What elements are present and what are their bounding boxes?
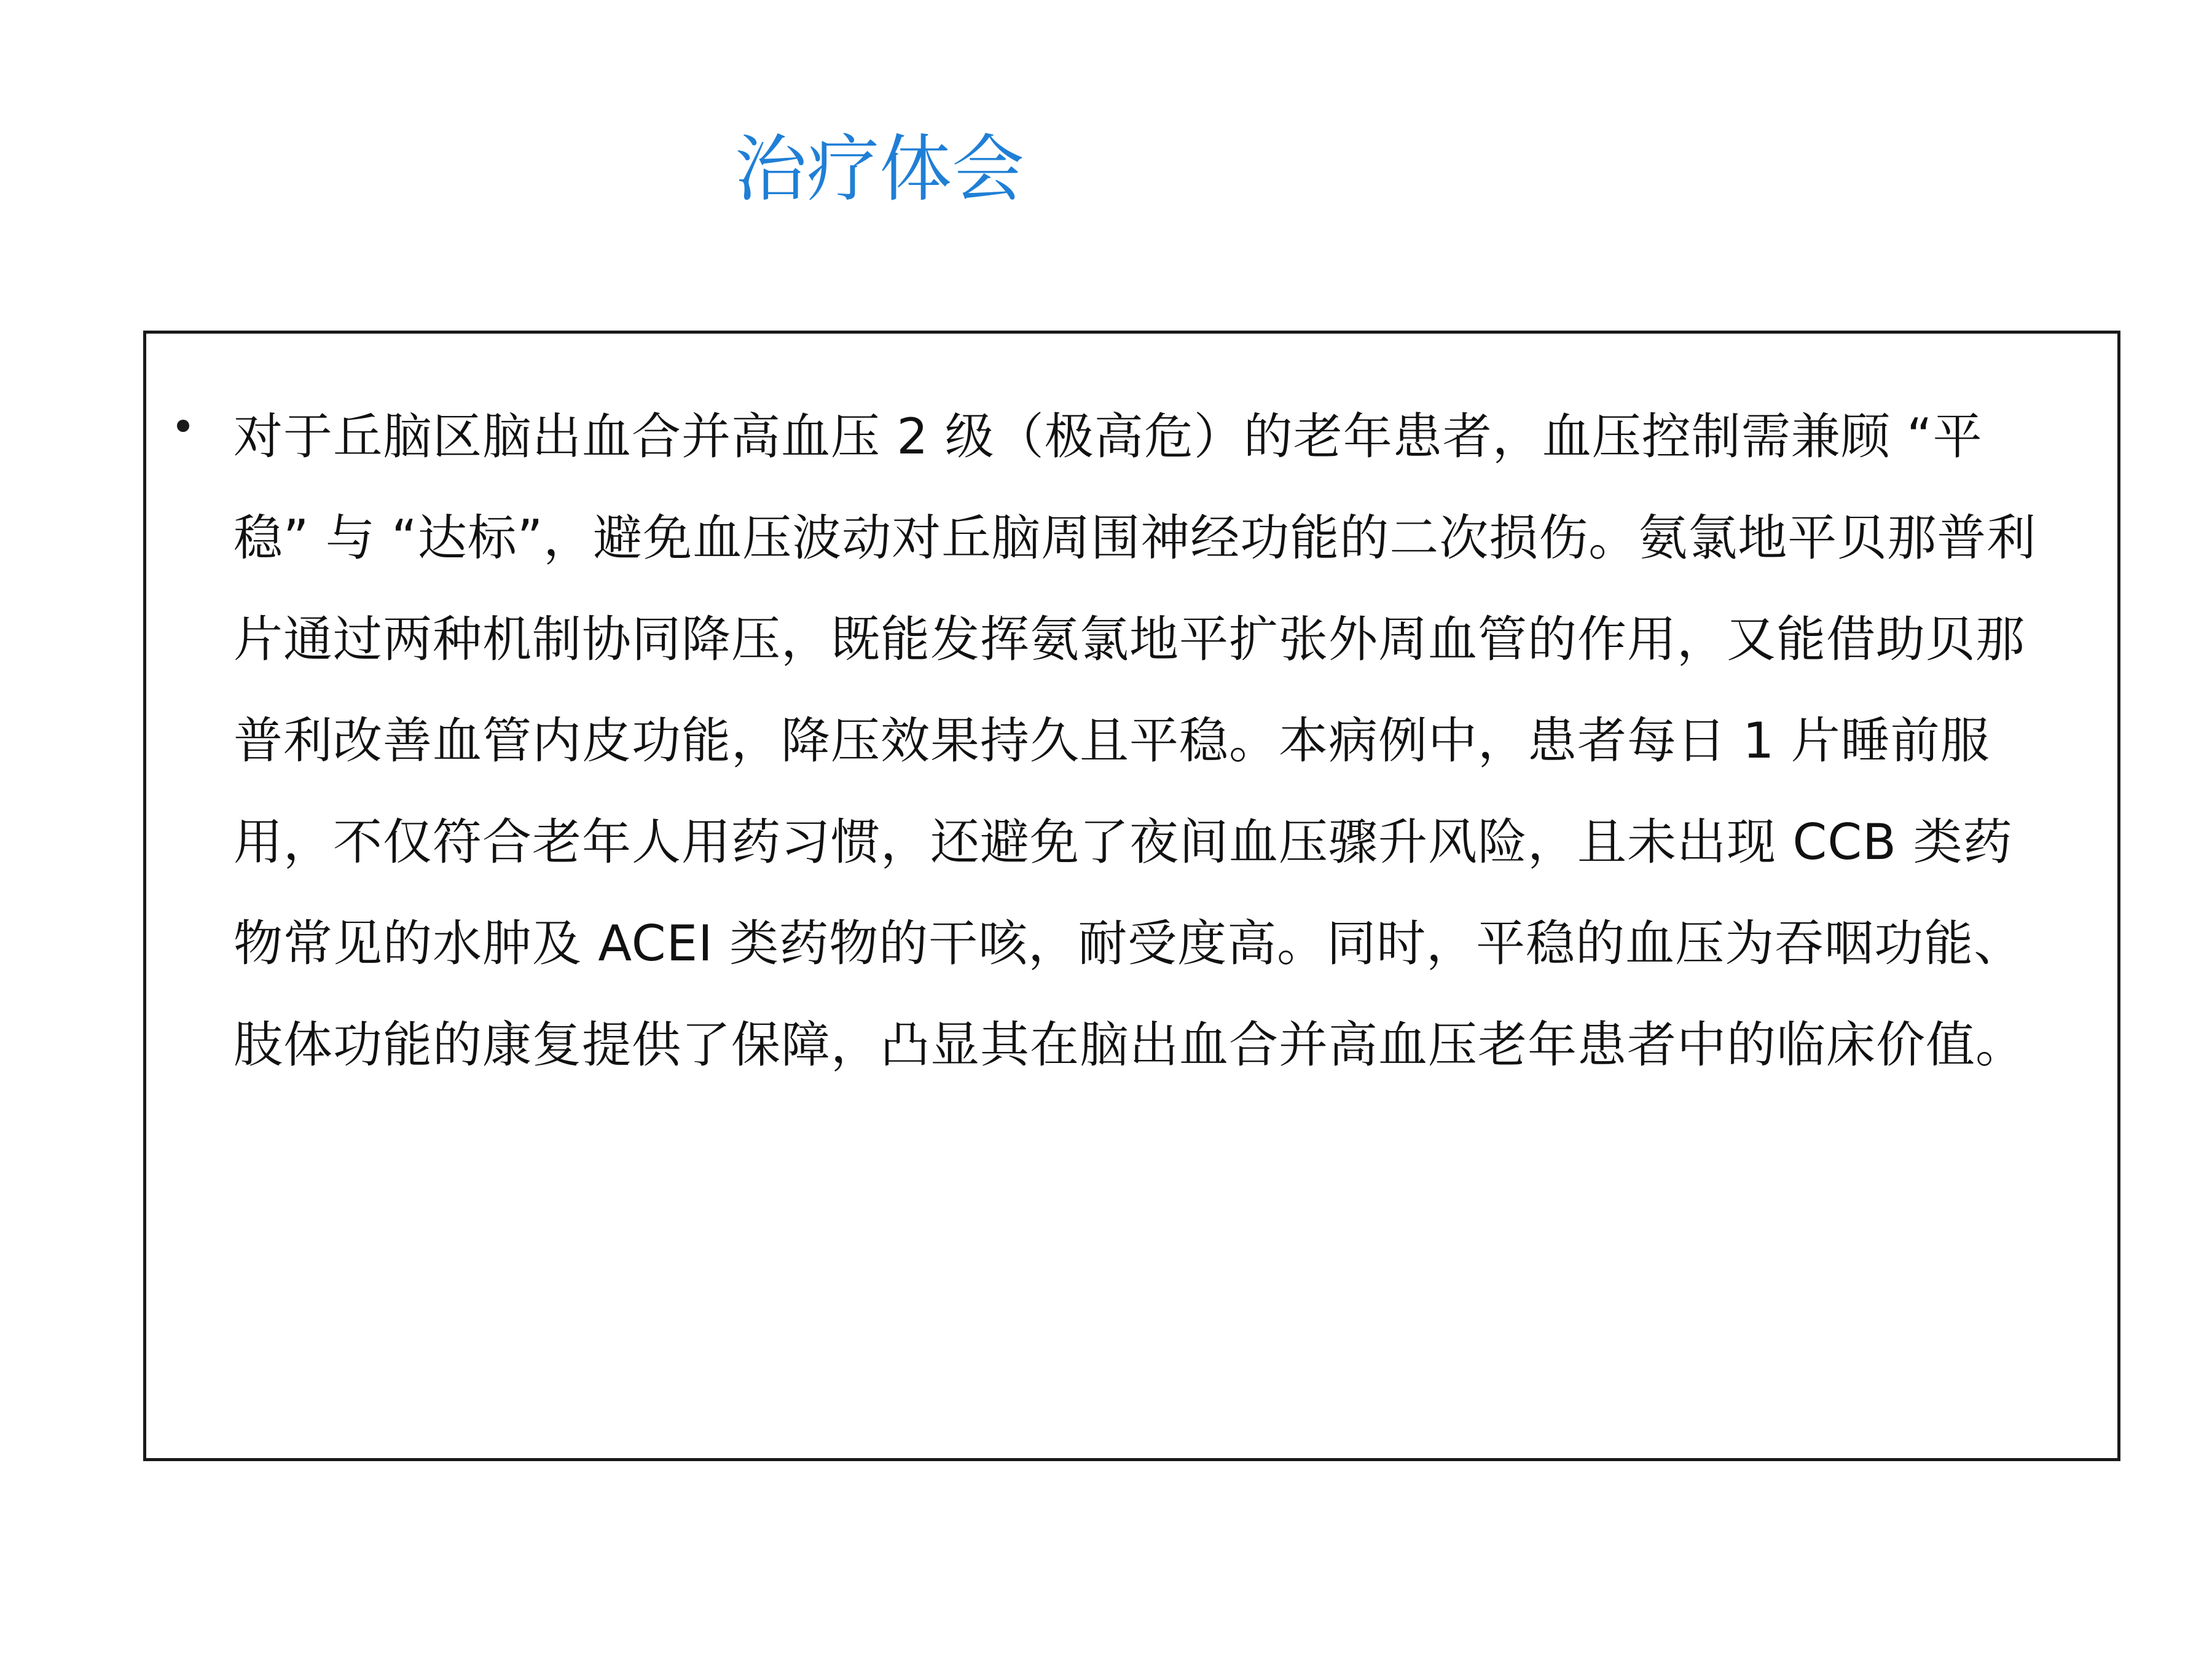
bullet-item	[146, 386, 2117, 1369]
bullet-text: 对于丘脑区脑出血合并高血压 2 级（极高危）的老年患者，血压控制需兼顾 “平稳” 与 “达标”，避免血压波动对丘脑周围神经功能的二次损伤。氨氯地平贝那普利片通过两种机制协同降压，既能发挥氨氯地平扩张外周血管的作用，又能借助贝那普利改善血管内皮功能，降压效果持久且平稳。本病例中，患者每日 1 片睡前服用，不仅符合老年人用药习惯，还避免了夜间血压骤升风险，且未出现 CCB 类药物常见的水肿及 ACEI 类药物的干咳，耐受度高。同时，平稳的血压为吞咽功能、肢体功能的康复提供了保障，凸显其在脑出血合并高血压老年患者中的临床价值。	[233, 408, 2037, 1073]
slide-title: 治疗体会	[734, 127, 1025, 211]
content-box	[143, 331, 2120, 1461]
bullet-dot-icon	[177, 420, 189, 432]
